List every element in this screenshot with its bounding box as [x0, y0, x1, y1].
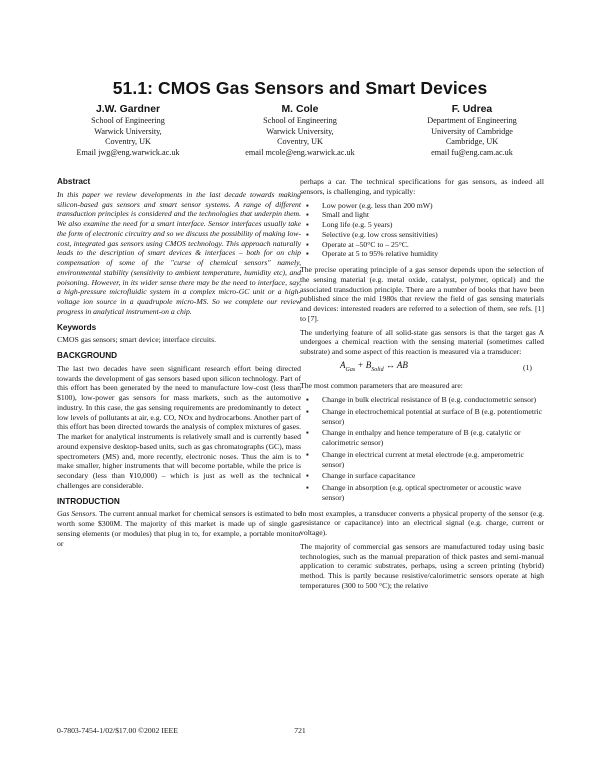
- keywords-text: CMOS gas sensors; smart device; interface circuits.: [57, 335, 217, 345]
- keywords-heading: Keywords: [57, 322, 97, 332]
- abstract-text: In this paper we review developments in the last decade towards making silicon-based gas sensors and smart sensor systems. A range of different transduction principles is considered and the technologies that underpin them. We also examine the need for a smart interface. Sensor interfaces usually take the form of electronic circuitry and so we discuss the possibility of making low-cost, integrated gas sensors using CMOS technology. This approach naturally leads to the description of smart devices & interfaces – both for on chip compensation of some of the "curse of chemical sensors" namely, environmental stability (sensitivity to ambient temperature, humidity etc), and poisoning. However, in its wider sense there may be the need to interface, say, a high-pressure microfluidic system in a complex micro-GC unit or a high-voltage ion source in a quadrupole micro-MS. So we complete our review progress in analytical instrument-on a chip.: [57, 189, 301, 316]
- page-number: 721: [294, 726, 306, 735]
- author-location: Cambridge, UK: [445, 137, 499, 147]
- commercial-sensors-text: The majority of commercial gas sensors are manufactured today using basic technologies, such as the manual preparation of thick pastes and semi-manual application to ceramic substrates, perhaps, using a screen printing (hybrid) method. This is partly because resistive/calorimetric sensors operate at high temperatures (300 to 500 °C); the relative: [300, 541, 544, 590]
- background-text: The last two decades have seen significant research effort being directed towards the development of gas sensors based upon silicon technology. Part of this effort has been generated by the need to manufacture low-cost (less than $100), low-power gas sensors for mass markets, such as the automotive industry. In this case, the gas sensing requirements are predominantly to detect low levels of pollutants at air, e.g. CO, NOx and hydrocarbons. Another part of this effort has been directed towards the analysis of complex mixtures of gases. The market for analytical instruments is relatively small and is currently based around expensive desktop-based units, such as gas chromatographs (GC), mass spectrometers (MS) and, more recently, electronic noses. Thus the aim is to make smaller, higher instruments that will become portable, while the price is secondary (less than ¥10,000) – which is just as well as the technical challenges are considerable.: [57, 363, 301, 490]
- paper-title: 51.1: CMOS Gas Sensors and Smart Devices: [112, 78, 488, 98]
- author-name: M. Cole: [281, 104, 319, 115]
- bullet-icon: ▪: [306, 395, 309, 405]
- bullet-icon: ▪: [306, 249, 309, 259]
- list-item: ▪ Operate at 5 to 95% relative humidity: [306, 249, 439, 259]
- author-email: email mcole@eng.warwick.ac.uk: [245, 147, 355, 157]
- author-institution: Warwick University,: [266, 126, 334, 136]
- operating-principle-text: The precise operating principle of a gas sensor depends upon the selection of the sensing material (e.g. metal oxide, catalyst, polymer, optical) and the associated transduction principle. There are a number of books that have been published since the mid 1980s that review the field of gas sensing materials and devices: interested readers are referred to a selection of them, see refs. [1] to [7].: [300, 265, 544, 323]
- list-item: ▪ Selective (e.g. low cross sensitivities): [306, 229, 438, 239]
- bullet-icon: ▪: [306, 200, 309, 210]
- author-email: email fu@eng.cam.ac.uk: [431, 147, 513, 157]
- introduction-heading: INTRODUCTION: [57, 496, 120, 506]
- list-item: ▪ Long life (e.g. 5 years): [306, 220, 393, 229]
- background-heading: BACKGROUND: [57, 351, 118, 360]
- parameter-list: [300, 395, 544, 503]
- list-item: ▪ Change in electrical current at metal electrode (e.g. amperometric sensor): [306, 449, 524, 469]
- right-column: [300, 177, 544, 595]
- bullet-icon: ▪: [306, 210, 309, 220]
- list-item: ▪ Change in surface capacitance: [306, 471, 416, 481]
- author-block: [48, 103, 552, 158]
- equation-number: (1): [523, 363, 532, 373]
- author-name: J.W. Gardner: [95, 104, 161, 115]
- bullet-icon: ▪: [306, 239, 309, 249]
- underlying-feature-text: The underlying feature of all solid-state gas sensors is that the target gas A undergoes a chemical reaction with the sensing material (sometimes called substrate) and some aspect of this reaction is measured via a transducer:: [300, 327, 544, 356]
- author-email: Email jwg@eng.warwick.ac.uk: [76, 147, 180, 157]
- bullet-icon: ▪: [306, 229, 309, 239]
- bullet-icon: ▪: [306, 220, 309, 229]
- author-name: F. Udrea: [451, 104, 493, 115]
- introduction-body: The current annual market for chemical sensors is estimated to be worth some $300M. The majority of this market is made up of single gas sensing elements (or modules) that plug in to, for example, a portable monitor or: [57, 509, 301, 548]
- author-3: [392, 103, 552, 158]
- equation-1: [300, 361, 544, 376]
- list-item: ▪ Low power (e.g. less than 200 mW): [306, 200, 433, 210]
- author-institution: University of Cambridge: [431, 126, 513, 136]
- list-item: ▪ Operate at –50°C to – 25°C.: [306, 239, 409, 249]
- list-item: ▪ Change in absorption (e.g. optical spectrometer or acoustic wave sensor): [306, 483, 522, 502]
- author-institution: Warwick University,: [94, 126, 162, 136]
- bullet-icon: ▪: [306, 483, 309, 493]
- specs-intro: perhaps a car. The technical specifications for gas sensors, as indeed all sensors, is challenging, and typically:: [300, 177, 544, 196]
- spec-list: [300, 201, 544, 260]
- parameters-intro: The most common parameters that are measured are:: [300, 381, 463, 391]
- list-item: ▪ Change in bulk electrical resistance of B (e.g. conductometric sensor): [306, 395, 537, 405]
- author-2: [220, 103, 380, 158]
- bullet-icon: ▪: [306, 449, 309, 459]
- author-dept: Department of Engineering: [427, 116, 517, 125]
- bullet-icon: ▪: [306, 428, 309, 438]
- author-dept: School of Engineering: [91, 116, 165, 125]
- author-location: Coventry, UK: [277, 137, 323, 147]
- introduction-lead: Gas Sensors.: [57, 509, 98, 519]
- left-column: [57, 177, 301, 552]
- equation-body: $A_{Gas} + B_{Solid}$ ↔ AB: [340, 359, 408, 373]
- list-item: ▪ Change in enthalpy and hence temperature of B (e.g. catalytic or calorimetric sensor): [306, 428, 521, 448]
- bullet-icon: ▪: [306, 471, 309, 481]
- author-1: [48, 103, 208, 158]
- transducer-text: In most examples, a transducer converts a physical property of the sensor (e.g. resistance or capacitance) into an electrical signal (e.g. charge, current or voltage).: [300, 508, 544, 538]
- list-item: ▪ Change in electrochemical potential at surface of B (e.g. potentiometric sensor): [306, 406, 543, 426]
- copyright-line: 0-7803-7454-1/02/$17.00 ©2002 IEEE: [57, 726, 178, 735]
- bullet-icon: ▪: [306, 406, 309, 416]
- introduction-text: [57, 509, 301, 548]
- author-location: Coventry, UK: [105, 137, 151, 147]
- author-dept: School of Engineering: [263, 116, 337, 125]
- abstract-heading: Abstract: [57, 177, 91, 186]
- list-item: ▪ Small and light: [306, 210, 369, 220]
